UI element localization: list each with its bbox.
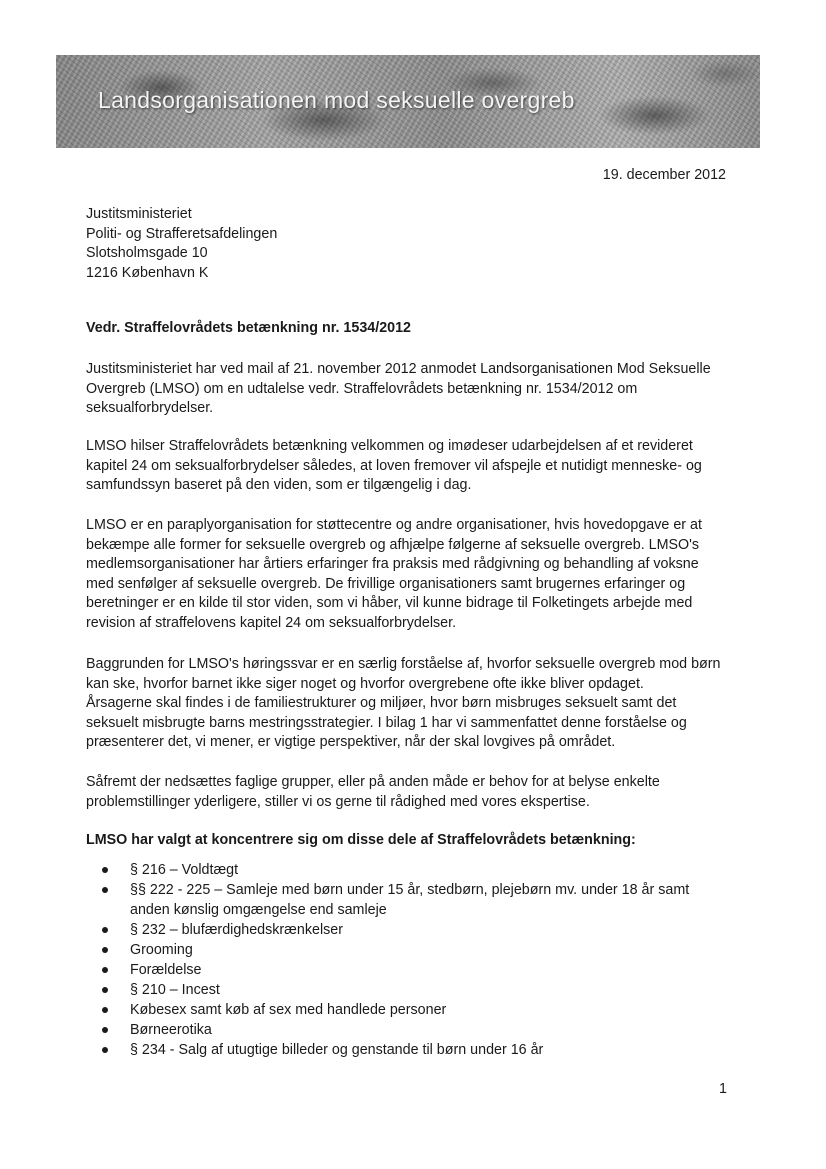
text-line: problemstillinger yderligere, stiller vi os gerne til rådighed med vores ekspertise.	[86, 793, 590, 810]
list-item-text: Købesex samt køb af sex med handlede personer	[130, 1002, 447, 1018]
text-line: revision af straffelovens kapitel 24 om seksualforbrydelser.	[86, 614, 457, 631]
list-item	[86, 920, 689, 940]
text-line: Justitsministeriet har ved mail af 21. november 2012 anmodet Landsorganisationen Mod Seksuelle	[86, 361, 711, 377]
text-line: beretninger er en kilde til stor viden, som vi håber, vil kunne bidrage til Folketingets arbejde med	[86, 595, 693, 611]
subject-line: Vedr. Straffelovrådets betænkning nr. 1534/2012	[86, 320, 411, 336]
text-line: Såfremt der nedsættes faglige grupper, eller på anden måde er behov for at belyse enkelte	[86, 774, 660, 790]
list-item	[86, 860, 689, 880]
text-line: kapitel 24 om seksualforbrydelser således, at loven fremover vil afspejle et nutidigt menneske- og	[86, 457, 702, 474]
paragraph-organization	[86, 516, 746, 633]
bullet-icon	[102, 987, 108, 993]
bullet-icon	[102, 887, 108, 893]
bullet-icon	[102, 927, 108, 933]
text-line: bekæmpe alle former for seksuelle overgreb og afhjælpe følgerne af seksuelle overgreb. LMSO's	[86, 536, 700, 553]
text-line: Baggrunden for LMSO's høringssvar er en særlig forståelse af, hvorfor seksuelle overgreb mod børn	[86, 656, 721, 672]
bullet-icon	[102, 1027, 108, 1033]
recipient-line: Politi- og Strafferetsafdelingen	[86, 225, 278, 242]
text-line: Overgreb (LMSO) om en udtalelse vedr. Straffelovrådets betænkning nr. 1534/2012 om	[86, 380, 638, 397]
list-item-text: § 210 – Incest	[130, 982, 220, 998]
focus-heading: LMSO har valgt at koncentrere sig om disse dele af Straffelovrådets betænkning:	[86, 832, 636, 848]
list-item	[86, 1020, 689, 1040]
list-item-text: § 232 – blufærdighedskrænkelser	[130, 922, 343, 938]
paragraph-welcome	[86, 437, 746, 496]
text-line: med senfølger af seksuelle overgreb. De frivillige organisationers samt brugernes erfaringer og	[86, 575, 686, 592]
list-item	[86, 960, 689, 980]
letterhead-banner	[56, 55, 760, 148]
page-number: 1	[719, 1081, 727, 1097]
recipient-line: 1216 København K	[86, 264, 209, 281]
bullet-icon	[102, 1047, 108, 1053]
text-line: seksualforbrydelser.	[86, 400, 214, 416]
paragraph-offer	[86, 773, 746, 812]
list-item-text: anden kønslig omgængelse end samleje	[130, 902, 387, 918]
list-item-text: §§ 222 - 225 – Samleje med børn under 15 år, stedbørn, plejebørn mv. under 18 år samt	[130, 882, 690, 898]
letter-date: 19. december 2012	[602, 167, 726, 183]
text-line: seksuelt misbrugte barns mestringsstrategier. I bilag 1 har vi sammenfattet denne forståelse og	[86, 714, 687, 731]
list-item	[86, 880, 689, 920]
list-item-text: § 234 - Salg af utugtige billeder og genstande til børn under 16 år	[130, 1042, 544, 1058]
list-item-text: Børneerotika	[130, 1022, 212, 1038]
paragraph-background	[86, 655, 746, 753]
text-line: Årsagerne skal findes i de familiestrukturer og miljøer, hvor børn misbruges seksuelt samt det	[86, 695, 677, 711]
paragraph-request	[86, 360, 746, 419]
list-item	[86, 1040, 689, 1060]
organization-name: Landsorganisationen mod seksuelle overgreb	[98, 87, 575, 113]
focus-list	[86, 860, 689, 1060]
text-line: kan ske, hvorfor barnet ikke siger noget og hvorfor overgrebene ofte ikke bliver opdaget.	[86, 675, 644, 692]
list-item-text: Grooming	[130, 942, 193, 958]
text-line: præsenterer det, vi mener, er vigtige perspektiver, når der skal lovgives på området.	[86, 734, 616, 750]
text-line: medlemsorganisationer har årtiers erfaringer fra praksis med rådgivning og behandling af voksne	[86, 556, 699, 572]
list-item	[86, 940, 689, 960]
bullet-icon	[102, 1007, 108, 1013]
text-line: LMSO er en paraplyorganisation for støttecentre og andre organisationer, hvis hovedopgave er at	[86, 517, 702, 533]
list-item-text: § 216 – Voldtægt	[130, 862, 239, 878]
list-item	[86, 1000, 689, 1020]
recipient-line: Justitsministeriet	[86, 206, 192, 222]
recipient-line: Slotsholmsgade 10	[86, 245, 208, 261]
text-line: samfundssyn baseret på den viden, som er tilgængelig i dag.	[86, 477, 472, 493]
bullet-icon	[102, 947, 108, 953]
list-item	[86, 980, 689, 1000]
bullet-icon	[102, 967, 108, 973]
list-item-text: Forældelse	[130, 962, 202, 978]
bullet-icon	[102, 867, 108, 873]
recipient-address	[86, 205, 277, 283]
text-line: LMSO hilser Straffelovrådets betænkning velkommen og imødeser udarbejdelsen af et revideret	[86, 438, 693, 454]
